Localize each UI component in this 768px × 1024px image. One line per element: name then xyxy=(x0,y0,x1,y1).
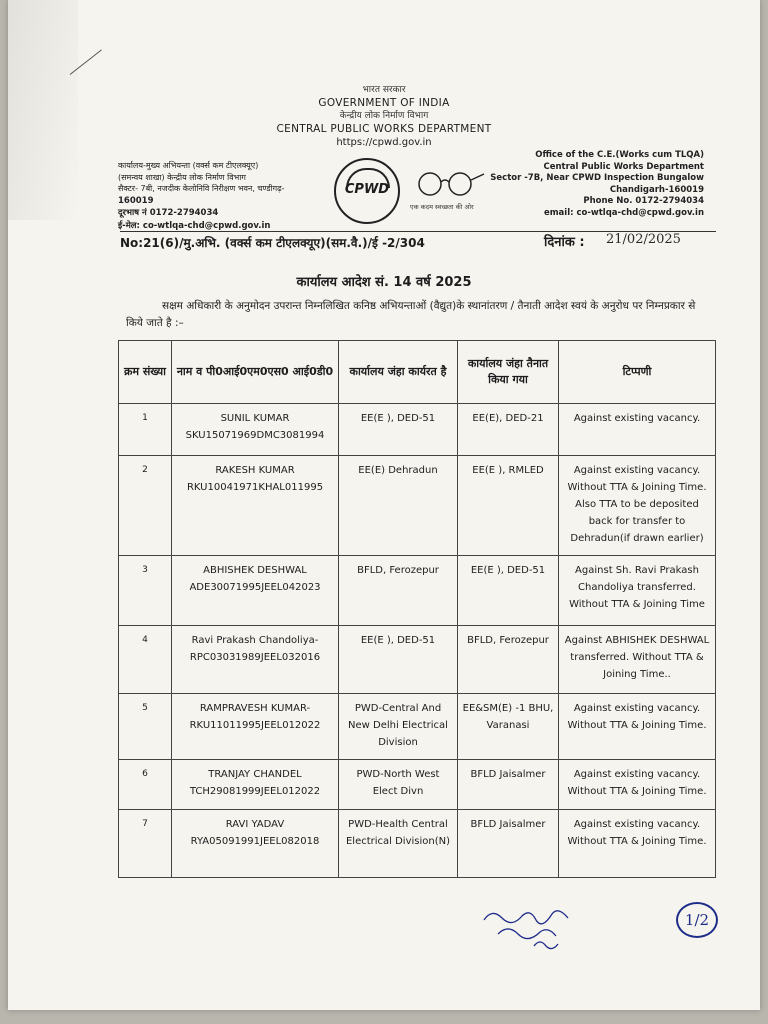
cell-remarks: Against existing vacancy. Without TTA & Joining Time. xyxy=(559,760,716,810)
address-english-line: Office of the C.E.(Works cum TLQA) xyxy=(535,150,704,160)
address-hindi xyxy=(118,160,348,232)
employee-name: TRANJAY CHANDEL xyxy=(208,769,302,780)
cell-name xyxy=(172,626,339,694)
cell-sno: 7 xyxy=(119,810,172,878)
page-number-marker: 1/2 xyxy=(676,902,718,938)
employee-name: RAMPRAVESH KUMAR- xyxy=(199,703,311,714)
hi-govt-label: भारत सरकार xyxy=(362,85,406,95)
table-header-row xyxy=(119,341,716,404)
address-english-line: Central Public Works Department xyxy=(543,161,704,172)
address-hindi-line: सैक्टर- 7बी, नजदीक केलोनिवि निरीक्षण भवन, चण्डीगढ़- xyxy=(118,184,285,193)
intro-paragraph: सक्षम अधिकारी के अनुमोदन उपरान्त निम्नलिखित कनिष्ठ अभियन्ताओं (वैद्युत)के स्थानांतरण / तैनाती आदेश स्वयं के अनुरोध पर निम्नप्रकार से किये जाते है :– xyxy=(126,300,696,329)
col-to-header: कार्यालय जंहा तैनात किया गया xyxy=(458,341,559,404)
address-english-email: email: co-wtlqa-chd@cpwd.gov.in xyxy=(543,207,704,218)
employee-id: SKU15071969DMC3081994 xyxy=(185,430,325,441)
cell-to: BFLD Jaisalmer xyxy=(458,810,559,878)
cell-name xyxy=(172,694,339,760)
cell-to: EE&SM(E) -1 BHU, Varanasi xyxy=(458,694,559,760)
cell-name xyxy=(172,810,339,878)
address-hindi-phone: दूरभाष नं 0172-2794034 xyxy=(118,208,219,218)
cell-sno: 4 xyxy=(119,626,172,694)
cell-from: BFLD, Ferozepur xyxy=(339,556,458,626)
document-page xyxy=(8,0,760,1010)
cell-sno: 1 xyxy=(119,404,172,456)
cell-from: PWD-North West Elect Divn xyxy=(339,760,458,810)
employee-id: RKU10041971KHAL011995 xyxy=(186,482,324,493)
cell-from: EE(E ), DED-51 xyxy=(339,404,458,456)
cell-sno: 6 xyxy=(119,760,172,810)
date-value: 21/02/2025 xyxy=(606,232,681,247)
website-url: https://cpwd.gov.in xyxy=(336,137,432,148)
address-hindi-email: ई-मेल: co-wtlqa-chd@cpwd.gov.in xyxy=(118,220,271,231)
cell-remarks: Against existing vacancy. Without TTA & Joining Time. Also TTA to be deposited back for transfer to Dehradun(if drawn earlier) xyxy=(559,456,716,556)
address-english-phone: Phone No. 0172-2794034 xyxy=(583,196,704,206)
cell-name xyxy=(172,404,339,456)
employee-id: RPC03031989JEEL032016 xyxy=(189,652,321,663)
cell-sno: 5 xyxy=(119,694,172,760)
swachh-tagline: एक कदम स्वच्छता की ओर xyxy=(410,203,474,211)
employee-id: RKU11011995JEEL012022 xyxy=(189,720,321,731)
cell-remarks: Against ABHISHEK DESHWAL transferred. Without TTA & Joining Time.. xyxy=(559,626,716,694)
date-label: दिनांक : xyxy=(544,235,585,250)
govt-label: GOVERNMENT OF INDIA xyxy=(318,97,450,109)
table-row xyxy=(119,810,716,878)
address-hindi-pin: 160019 xyxy=(118,195,154,206)
reference-number: No:21(6)/मु.अभि. (वर्क्स कम टीएलक्यूए)(सम.वै.)/ई -2/304 xyxy=(120,236,425,250)
order-title: कार्यालय आदेश सं. 14 वर्ष 2025 xyxy=(296,275,472,290)
dept-label: CENTRAL PUBLIC WORKS DEPARTMENT xyxy=(276,123,492,135)
cell-remarks: Against existing vacancy. Without TTA & Joining Time. xyxy=(559,694,716,760)
cell-sno: 3 xyxy=(119,556,172,626)
address-english xyxy=(464,150,704,219)
cell-name xyxy=(172,760,339,810)
employee-id: RYA05091991JEEL082018 xyxy=(190,836,320,847)
employee-name: RAVI YADAV xyxy=(225,819,285,830)
hi-dept-label: केन्द्रीय लोक निर्माण विभाग xyxy=(339,111,429,121)
cell-name xyxy=(172,456,339,556)
table-row xyxy=(119,456,716,556)
cell-from: EE(E ), DED-51 xyxy=(339,626,458,694)
employee-name: Ravi Prakash Chandoliya- xyxy=(191,635,319,646)
cpwd-logo-text: CPWD xyxy=(344,182,390,197)
table-row xyxy=(119,556,716,626)
col-remarks-header: टिप्पणी xyxy=(559,341,716,404)
cell-to: EE(E ), DED-51 xyxy=(458,556,559,626)
cell-remarks: Against existing vacancy. Without TTA & Joining Time. xyxy=(559,810,716,878)
employee-id: ADE30071995JEEL042023 xyxy=(189,582,321,593)
handwritten-initials-icon xyxy=(478,900,598,960)
cell-to: EE(E ), RMLED xyxy=(458,456,559,556)
address-hindi-line: (समन्वय शाखा) केन्द्रीय लोक निर्माण विभाग xyxy=(118,172,246,182)
table-row xyxy=(119,626,716,694)
address-english-line: Sector -7B, Near CPWD Inspection Bungalow xyxy=(490,173,704,183)
col-from-header: कार्यालय जंहा कार्यरत है xyxy=(339,341,458,404)
cell-to: BFLD, Ferozepur xyxy=(458,626,559,694)
employee-name: SUNIL KUMAR xyxy=(220,413,290,424)
employee-name: RAKESH KUMAR xyxy=(215,465,295,476)
table-row xyxy=(119,404,716,456)
cpwd-logo-icon xyxy=(334,158,400,224)
employee-name: ABHISHEK DESHWAL xyxy=(203,565,307,576)
cell-sno: 2 xyxy=(119,456,172,556)
cell-name xyxy=(172,556,339,626)
col-name-header: नाम व पी0आई0एम0एस0 आई0डी0 xyxy=(172,341,339,404)
cell-from: PWD-Central And New Delhi Electrical Division xyxy=(339,694,458,760)
transfer-table xyxy=(118,340,716,878)
letterhead xyxy=(8,84,760,149)
employee-id: TCH29081999JEEL012022 xyxy=(189,786,321,797)
cell-to: BFLD Jaisalmer xyxy=(458,760,559,810)
cell-remarks: Against Sh. Ravi Prakash Chandoliya transferred. Without TTA & Joining Time xyxy=(559,556,716,626)
col-sno-header: क्रम संख्या xyxy=(119,341,172,404)
cell-remarks: Against existing vacancy. xyxy=(559,404,716,456)
cell-from: EE(E) Dehradun xyxy=(339,456,458,556)
address-english-line: Chandigarh-160019 xyxy=(609,184,704,195)
cell-to: EE(E), DED-21 xyxy=(458,404,559,456)
table-row xyxy=(119,760,716,810)
table-row xyxy=(119,694,716,760)
address-hindi-line: कार्यालय-मुख्य अभियन्ता (वर्क्स कम टीएलक्यूए) xyxy=(118,161,259,170)
cell-from: PWD-Health Central Electrical Division(N) xyxy=(339,810,458,878)
